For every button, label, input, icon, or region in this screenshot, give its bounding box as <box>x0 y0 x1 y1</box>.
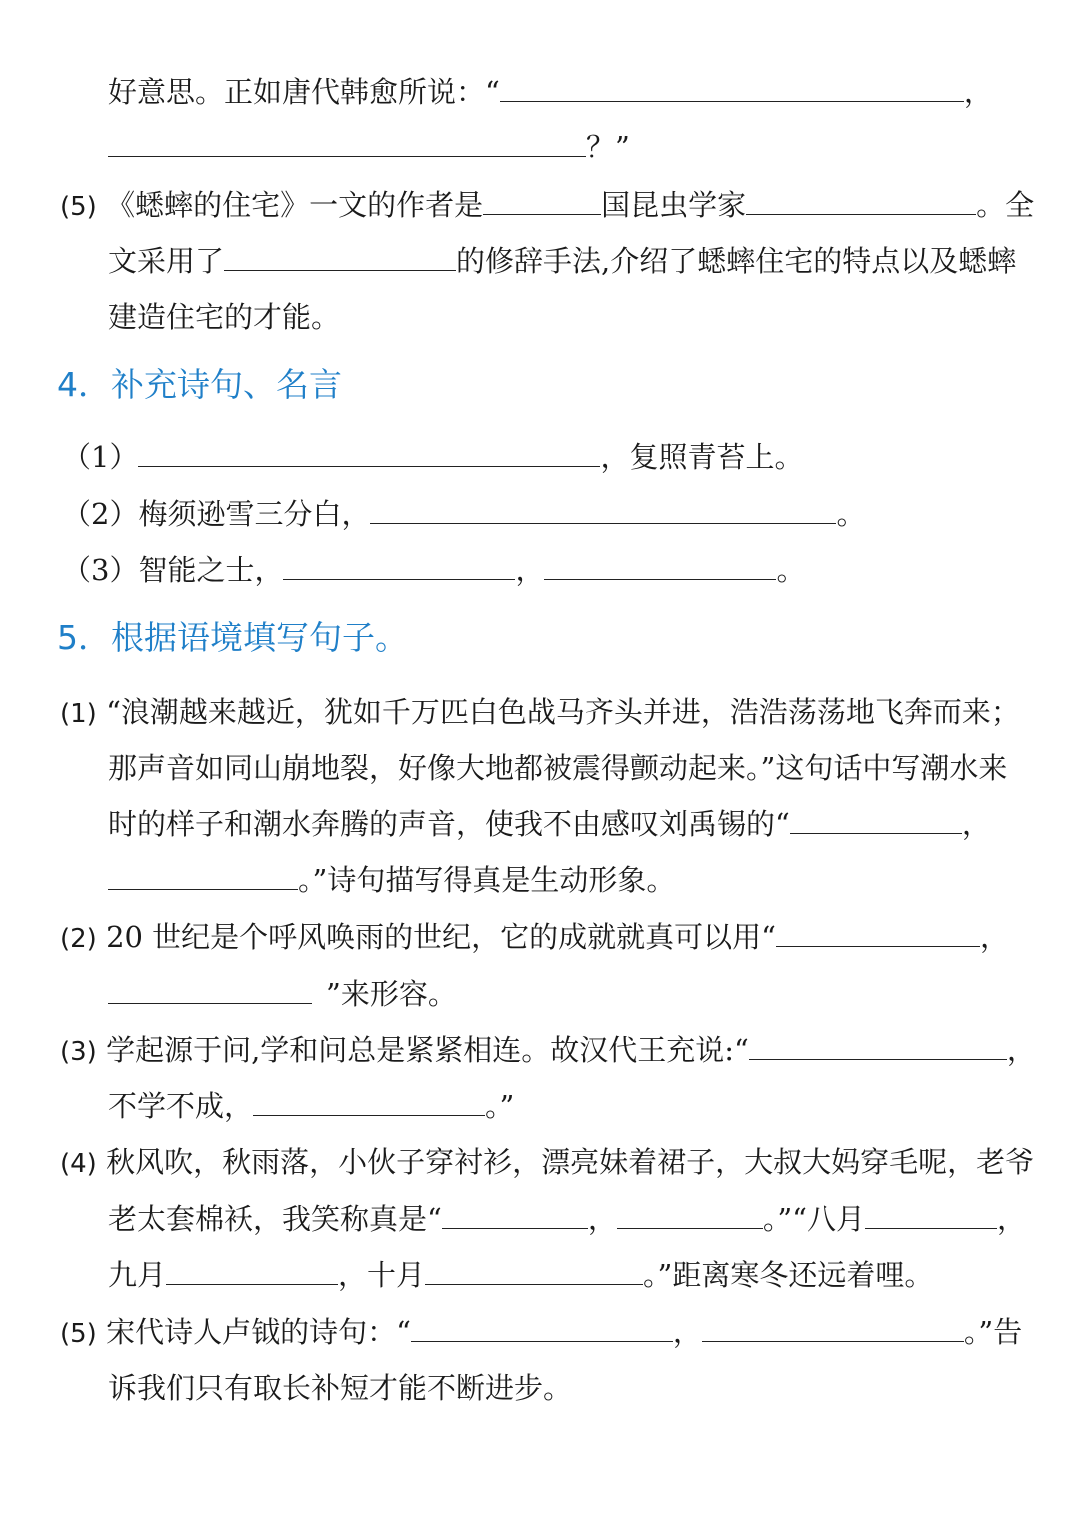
text: 不学不成， <box>108 1089 254 1123</box>
text: 。全 <box>976 188 1035 222</box>
text: 20 世纪是个呼风唤雨的世纪，它的成就就真可以用“ <box>106 920 777 954</box>
text: ， <box>980 920 1010 954</box>
text: ，十月 <box>338 1258 426 1292</box>
answer-blank[interactable] <box>108 977 312 1004</box>
s5-q1-line-1 <box>60 692 1020 732</box>
s5-q4-line-2 <box>108 1199 1026 1239</box>
s5-q4-line-3 <box>108 1255 933 1295</box>
text: ，复照青苔上。 <box>600 440 804 474</box>
text: ”来形容。 <box>326 977 457 1011</box>
text: 学起源于问,学和问总是紧紧相连。故汉代王充说:“ <box>106 1033 749 1067</box>
answer-blank[interactable] <box>138 440 600 467</box>
s3-q5-line-3 <box>108 297 340 337</box>
answer-blank[interactable] <box>108 130 586 157</box>
text: 智能之士， <box>138 553 284 587</box>
answer-blank[interactable] <box>411 1315 673 1342</box>
text: 。”“八月 <box>762 1202 865 1236</box>
s5-q2-line-2 <box>108 974 457 1014</box>
question-number: (1) <box>60 699 97 729</box>
text: “浪潮越来越近，犹如千万匹白色战马齐头并进，浩浩荡荡地飞奔而来； <box>106 695 1020 729</box>
answer-blank[interactable] <box>617 1202 763 1229</box>
question-number: (5) <box>60 192 97 222</box>
s5-q1-line-4 <box>108 860 675 900</box>
answer-blank[interactable] <box>500 75 964 102</box>
s5-q3-line-2 <box>108 1086 514 1126</box>
s3-q5-line-2 <box>108 241 1016 281</box>
s5-q5-line-1 <box>60 1312 1022 1352</box>
answer-blank[interactable] <box>370 497 836 524</box>
answer-blank[interactable] <box>746 188 976 215</box>
text: 秋风吹，秋雨落，小伙子穿衬衫，漂亮妹着裙子，大叔大妈穿毛呢，老爷 <box>106 1145 1035 1179</box>
answer-blank[interactable] <box>544 553 776 580</box>
text: ， <box>587 1202 617 1236</box>
text: 建造住宅的才能。 <box>108 300 341 334</box>
text: ， <box>961 807 991 841</box>
section-5-heading: 5．根据语境填写句子。 <box>57 618 408 657</box>
s3-q4-line-2 <box>108 127 630 167</box>
text: 好意思。正如唐代韩愈所说：“ <box>108 75 500 109</box>
answer-blank[interactable] <box>865 1202 997 1229</box>
s5-q5-line-2 <box>108 1368 572 1408</box>
s3-q5-line-1 <box>60 185 1034 225</box>
answer-blank[interactable] <box>702 1315 964 1342</box>
s5-q1-line-2 <box>108 748 1007 788</box>
answer-blank[interactable] <box>749 1033 1007 1060</box>
text: 《蟋蟀的住宅》一文的作者是 <box>106 188 484 222</box>
s3-q4-line-1 <box>108 72 993 112</box>
text: 梅须逊雪三分白， <box>138 497 371 531</box>
answer-blank[interactable] <box>483 188 601 215</box>
text: 。 <box>836 497 866 531</box>
s5-q4-line-1 <box>60 1142 1034 1182</box>
s5-q2-line-1 <box>60 917 1009 957</box>
text: 文采用了 <box>108 244 225 278</box>
item-number: （2） <box>62 497 139 531</box>
answer-blank[interactable] <box>108 863 298 890</box>
s4-item-3 <box>62 550 806 590</box>
answer-blank[interactable] <box>166 1258 338 1285</box>
section-4-heading: 4．补充诗句、名言 <box>57 365 342 404</box>
text: ， <box>672 1315 702 1349</box>
s4-item-1 <box>62 437 803 477</box>
text: 宋代诗人卢钺的诗句：“ <box>106 1315 411 1349</box>
s5-q1-line-3 <box>108 804 991 844</box>
answer-blank[interactable] <box>790 807 962 834</box>
text: 。”诗句描写得真是生动形象。 <box>298 863 676 897</box>
text: 。”距离寒冬还远着哩。 <box>643 1258 934 1292</box>
text: 时的样子和潮水奔腾的声音，使我不由感叹刘禹锡的“ <box>108 807 790 841</box>
answer-blank[interactable] <box>442 1202 588 1229</box>
question-number: (4) <box>60 1149 97 1179</box>
text: 。”告 <box>963 1315 1023 1349</box>
text: ， <box>1006 1033 1036 1067</box>
item-number: （3） <box>62 553 139 587</box>
s4-item-2 <box>62 494 865 534</box>
text: ， <box>997 1202 1027 1236</box>
text: 。” <box>485 1089 515 1123</box>
text: 那声音如同山崩地裂，好像大地都被震得颤动起来。”这句话中写潮水来 <box>108 751 1008 785</box>
question-number: (3) <box>60 1037 97 1067</box>
text: 老太套棉袄，我笑称真是“ <box>108 1202 442 1236</box>
text: 诉我们只有取长补短才能不断进步。 <box>108 1371 573 1405</box>
question-number: (5) <box>60 1319 97 1349</box>
text: 九月 <box>108 1258 167 1292</box>
text: 的修辞手法,介绍了蟋蟀住宅的特点以及蟋蟀 <box>456 244 1017 278</box>
answer-blank[interactable] <box>224 244 456 271</box>
question-number: (2) <box>60 924 97 954</box>
s5-q3-line-1 <box>60 1030 1036 1070</box>
answer-blank[interactable] <box>253 1089 485 1116</box>
answer-blank[interactable] <box>425 1258 643 1285</box>
answer-blank[interactable] <box>776 920 980 947</box>
text: ， <box>963 75 993 109</box>
text: 国昆虫学家 <box>601 188 747 222</box>
text: 。 <box>776 553 806 587</box>
text: ， <box>515 553 545 587</box>
item-number: （1） <box>62 440 139 474</box>
text: ？” <box>586 130 630 164</box>
answer-blank[interactable] <box>283 553 515 580</box>
